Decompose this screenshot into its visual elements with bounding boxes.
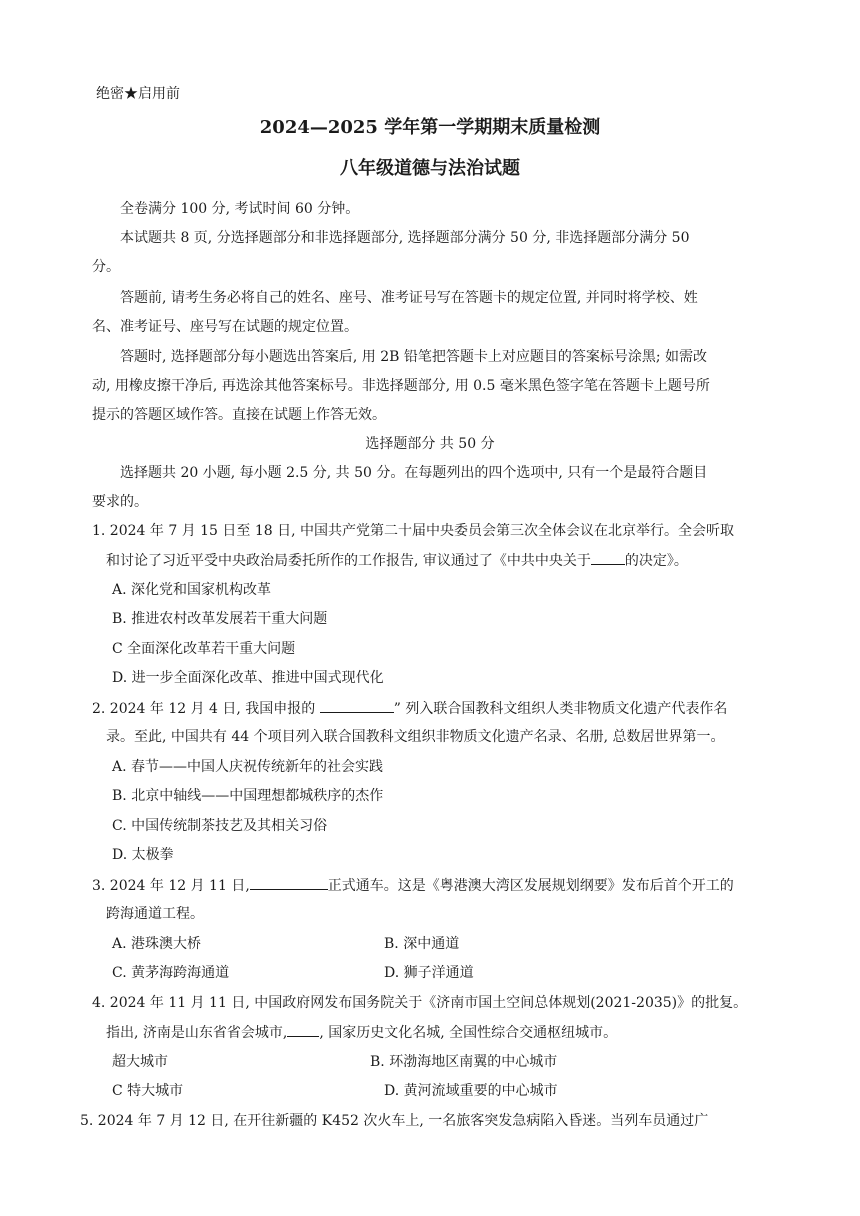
question-3-stem-line1 xyxy=(92,875,734,896)
question-4-stem-line2 xyxy=(106,1022,617,1043)
question-3-stem-text: 3. 2024 年 12 月 11 日, xyxy=(92,878,250,894)
question-2-stem-end: ” 列入联合国教科文组织人类非物质文化遗产代表作名 xyxy=(393,701,728,717)
instruction-score-time: 全卷满分 100 分, 考试时间 60 分钟。 xyxy=(120,201,360,217)
question-4-option-c: C 特大城市 xyxy=(112,1083,184,1099)
question-3-option-a: A. 港珠澳大桥 xyxy=(112,936,202,952)
question-1-blank xyxy=(591,550,625,565)
question-1-option-c: C 全面深化改革若干重大问题 xyxy=(112,641,296,657)
question-2-option-c: C. 中国传统制茶技艺及其相关习俗 xyxy=(112,818,328,834)
instruction-answer-line2: 动, 用橡皮擦干净后, 再选涂其他答案标号。非选择题部分, 用 0.5 毫米黑色签字笔在答题卡上题号所 xyxy=(92,378,710,394)
question-4-stem-end: , 国家历史文化名城, 全国性综合交通枢纽城市。 xyxy=(319,1025,618,1041)
question-1-stem-text: 和讨论了习近平受中央政治局委托所作的工作报告, 审议通过了《中共中央关于 xyxy=(106,553,591,569)
question-2-option-a: A. 春节——中国人庆祝传统新年的社会实践 xyxy=(112,759,384,775)
instruction-pages-line2: 分。 xyxy=(92,259,120,275)
question-2-stem-line1 xyxy=(92,698,727,719)
question-2-blank xyxy=(320,698,394,713)
exam-subtitle: 八年级道德与法治试题 xyxy=(340,158,520,179)
question-2-option-d: D. 太极拳 xyxy=(112,847,174,863)
question-2-stem-text: 2. 2024 年 12 月 4 日, 我国申报的 xyxy=(92,701,316,717)
question-1-option-a: A. 深化党和国家机构改革 xyxy=(112,582,272,598)
question-2-option-b: B. 北京中轴线——中国理想都城秩序的杰作 xyxy=(112,788,384,804)
confidential-label: 绝密★启用前 xyxy=(96,86,180,102)
instruction-before-line2: 名、准考证号、座号写在试题的规定位置。 xyxy=(92,319,358,335)
question-3-blank xyxy=(250,875,328,890)
exam-title: 2024—2025 学年第一学期期末质量检测 xyxy=(259,117,601,138)
instruction-answer-line3: 提示的答题区域作答。直接在试题上作答无效。 xyxy=(92,407,386,423)
question-4-blank xyxy=(287,1022,319,1037)
question-5-stem-line1: 5. 2024 年 7 月 12 日, 在开往新疆的 K452 次火车上, 一名旅客突发急病陷入昏迷。当列车员通过广 xyxy=(80,1113,709,1129)
instruction-before-line1: 答题前, 请考生务必将自己的姓名、座号、准考证号写在答题卡的规定位置, 并同时将学校、姓 xyxy=(120,290,698,306)
question-1-option-b: B. 推进农村改革发展若干重大问题 xyxy=(112,611,328,627)
question-3-option-d: D. 狮子洋通道 xyxy=(384,965,474,981)
question-4-stem-line1: 4. 2024 年 11 月 11 日, 中国政府网发布国务院关于《济南市国土空间总体规划(2021-2035)》的批复。 xyxy=(92,995,748,1011)
question-4-option-b: B. 环渤海地区南翼的中心城市 xyxy=(370,1054,558,1070)
question-3-option-c: C. 黄茅海跨海通道 xyxy=(112,965,230,981)
question-1-stem-line2 xyxy=(106,550,688,571)
question-4-option-d: D. 黄河流域重要的中心城市 xyxy=(384,1083,558,1099)
question-2-stem-line2: 录。至此, 中国共有 44 个项目列入联合国教科文组织非物质文化遗产名录、名册, 总数居世界第一。 xyxy=(106,729,725,745)
section-heading: 选择题部分 共 50 分 xyxy=(365,436,495,452)
question-4-stem-text: 指出, 济南是山东省省会城市, xyxy=(106,1025,288,1041)
question-3-stem-end: 正式通车。这是《粤港澳大湾区发展规划纲要》发布后首个开工的 xyxy=(327,878,734,894)
question-1-option-d: D. 进一步全面深化改革、推进中国式现代化 xyxy=(112,670,384,686)
question-3-option-b: B. 深中通道 xyxy=(384,936,460,952)
question-1-stem-line1: 1. 2024 年 7 月 15 日至 18 日, 中国共产党第二十届中央委员会第三次全体会议在北京举行。全会听取 xyxy=(92,523,735,539)
instruction-pages-line1: 本试题共 8 页, 分选择题部分和非选择题部分, 选择题部分满分 50 分, 非选择题部分满分 50 xyxy=(120,230,690,246)
question-3-stem-line2: 跨海通道工程。 xyxy=(106,906,204,922)
section-description-line1: 选择题共 20 小题, 每小题 2.5 分, 共 50 分。在每题列出的四个选项中, 只有一个是最符合题目 xyxy=(120,465,708,481)
question-1-stem-end: 的决定》。 xyxy=(624,553,688,569)
instruction-answer-line1: 答题时, 选择题部分每小题选出答案后, 用 2B 铅笔把答题卡上对应题目的答案标号涂黑; 如需改 xyxy=(120,349,708,365)
section-description-line2: 要求的。 xyxy=(92,494,148,510)
question-4-option-a: 超大城市 xyxy=(112,1054,168,1070)
